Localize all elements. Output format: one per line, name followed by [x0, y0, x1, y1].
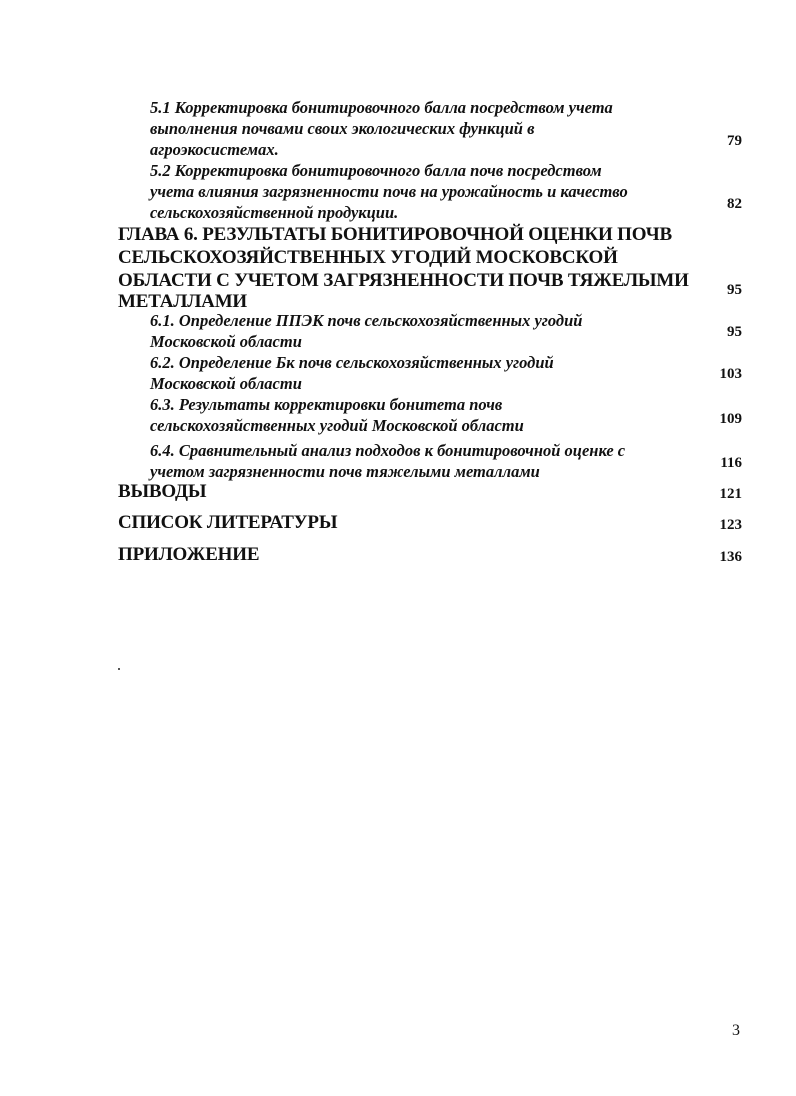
toc-page-number: 82: [727, 196, 742, 212]
toc-entry-line: 5.1 Корректировка бонитировочного балла посредством учета: [150, 98, 613, 117]
toc-chapter-line: МЕТАЛЛАМИ: [118, 291, 248, 312]
toc-entry-line: выполнения почвами своих экологических функций в: [150, 119, 535, 138]
toc-page-number: 136: [719, 549, 742, 565]
toc-entry-line: 6.3. Результаты корректировки бонитета почв: [150, 395, 503, 414]
page-number: 3: [732, 1022, 740, 1039]
scan-artifact-dot: [118, 668, 120, 670]
toc-chapter-line: ВЫВОДЫ: [118, 481, 207, 502]
toc-chapter-line: ПРИЛОЖЕНИЕ: [118, 544, 260, 565]
toc-entry-line: 6.4. Сравнительный анализ подходов к бонитировочной оценке с: [150, 441, 626, 460]
toc-entry-line: сельскохозяйственных угодий Московской области: [150, 416, 524, 435]
toc-entry-line: 6.2. Определение Бк почв сельскохозяйственных угодий: [150, 353, 554, 372]
toc-chapter-line: ГЛАВА 6. РЕЗУЛЬТАТЫ БОНИТИРОВОЧНОЙ ОЦЕНКИ ПОЧВ: [118, 224, 673, 245]
toc-entry-line: 6.1. Определение ППЭК почв сельскохозяйственных угодий: [150, 311, 583, 330]
toc-entry-line: 5.2 Корректировка бонитировочного балла почв посредством: [150, 161, 602, 180]
toc-page-number: 116: [720, 455, 742, 471]
toc-entry-line: сельскохозяйственной продукции.: [150, 203, 399, 222]
toc-entry-line: учетом загрязненности почв тяжелыми металлами: [150, 462, 540, 481]
toc-chapter-line: СЕЛЬСКОХОЗЯЙСТВЕННЫХ УГОДИЙ МОСКОВСКОЙ: [118, 247, 618, 268]
toc-page-number: 103: [719, 366, 742, 382]
toc-page-number: 79: [727, 133, 742, 149]
toc-entry-line: учета влияния загрязненности почв на урожайность и качество: [150, 182, 628, 201]
toc-entry-line: Московской области: [150, 332, 302, 351]
toc-page-number: 109: [719, 411, 742, 427]
toc-page-number: 95: [727, 324, 742, 340]
toc-chapter-line: СПИСОК ЛИТЕРАТУРЫ: [118, 512, 338, 533]
toc-page-number: 121: [719, 486, 742, 502]
toc-entry-line: агроэкосистемах.: [150, 140, 279, 159]
toc-page-number: 95: [727, 282, 742, 298]
toc-chapter-line: ОБЛАСТИ С УЧЕТОМ ЗАГРЯЗНЕННОСТИ ПОЧВ ТЯЖЕЛЫМИ: [118, 270, 689, 291]
toc-entry-line: Московской области: [150, 374, 302, 393]
toc-page-number: 123: [719, 517, 742, 533]
